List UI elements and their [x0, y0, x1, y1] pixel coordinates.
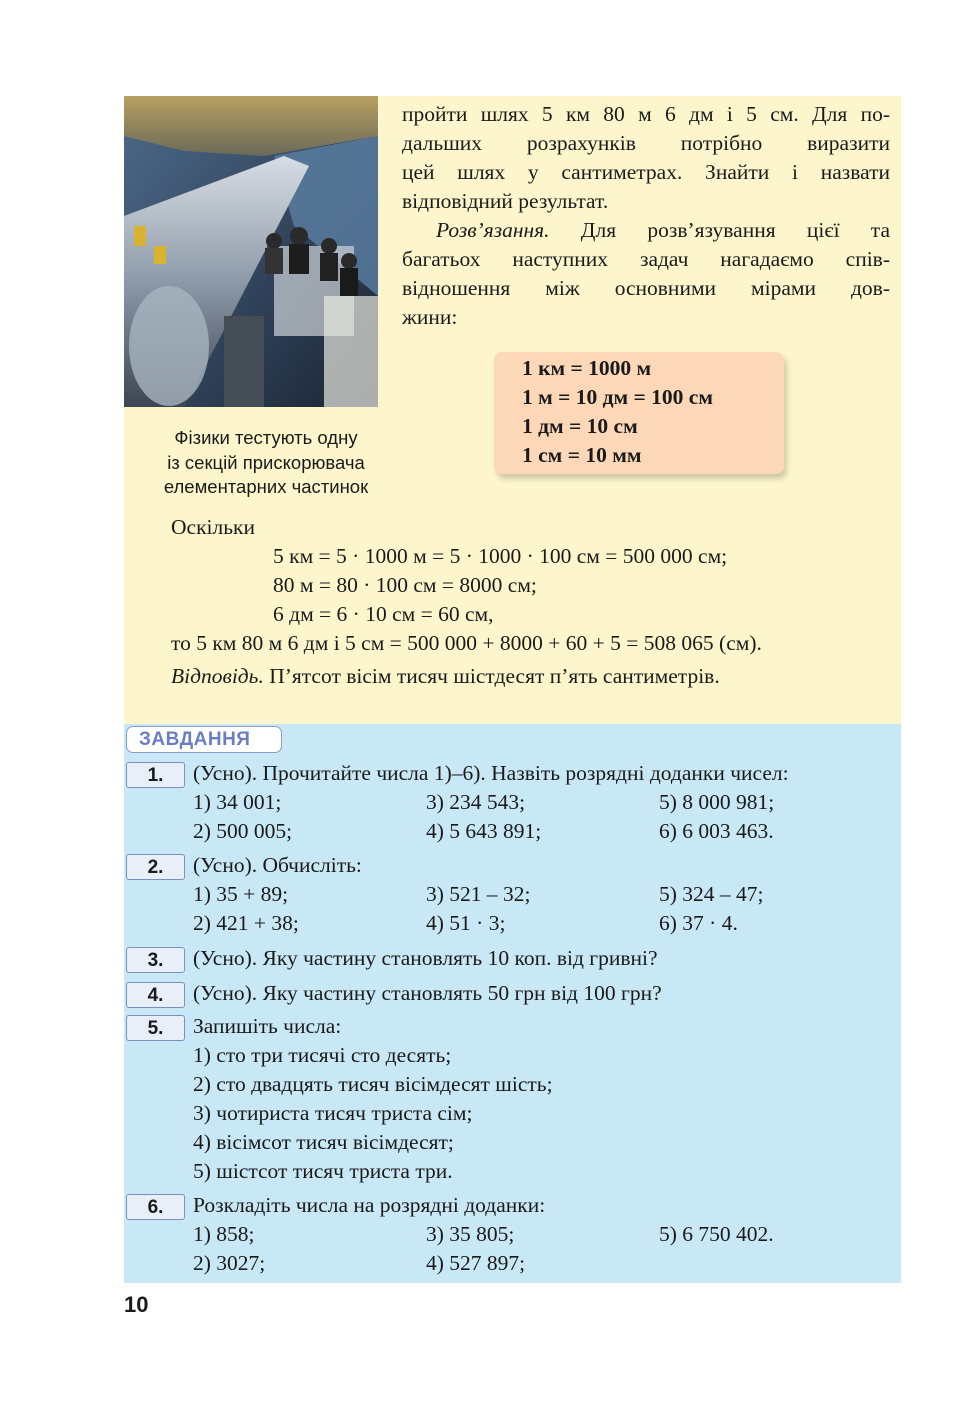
calc-line: 80 м = 80 · 100 см = 8000 см;	[273, 573, 537, 597]
task-item: 1) 858;	[193, 1222, 255, 1246]
calc-line: 6 дм = 6 · 10 см = 60 см,	[273, 602, 494, 626]
intro-paragraph	[402, 100, 890, 332]
text-line: відношення між основними мірами дов-	[402, 276, 890, 300]
caption-line: елементарних частинок	[163, 476, 369, 497]
task-item: 3) 234 543;	[426, 790, 526, 814]
caption-line: Фізики тестують одну	[174, 427, 358, 448]
task-item: 1) 35 + 89;	[193, 882, 289, 906]
unit-relation: 1 дм = 10 см	[522, 414, 638, 438]
task-text: (Усно). Прочитайте числа 1)–6). Назвіть розрядні доданки чисел:	[193, 761, 789, 785]
caption-line: із секцій прискорювача	[167, 451, 365, 473]
units-box	[494, 352, 784, 474]
task-item: 5) шістсот тисяч триста три.	[193, 1159, 453, 1183]
photo-caption	[124, 426, 408, 500]
task-number: 1.	[126, 762, 185, 788]
task-number: 3.	[126, 947, 185, 973]
task-text: Запишіть числа:	[193, 1014, 342, 1038]
unit-relation: 1 м = 10 дм = 100 см	[522, 385, 713, 409]
task-number: 6.	[126, 1194, 185, 1220]
calc-line: 5 км = 5 · 1000 м = 5 · 1000 · 100 см = 500 000 см;	[273, 544, 728, 568]
answer-text: П’ятсот вісім тисяч шістдесят п’ять сантиметрів.	[263, 664, 720, 688]
task-item: 3) 35 805;	[426, 1222, 515, 1246]
text-line: цей шлях у сантиметрах. Знайти і назвати	[402, 160, 890, 184]
task-item: 6) 6 003 463.	[659, 819, 774, 843]
answer-label: Відповідь.	[171, 664, 264, 688]
page-number: 10	[124, 1292, 149, 1317]
calc-since: Оскільки	[171, 515, 255, 539]
task-item: 5) 8 000 981;	[659, 790, 775, 814]
solution-text: Для розв’язування цієї та	[549, 218, 890, 242]
task-item: 2) 500 005;	[193, 819, 293, 843]
task-text: (Усно). Яку частину становлять 50 грн від 100 грн?	[193, 981, 662, 1005]
unit-relation: 1 км = 1000 м	[522, 356, 652, 380]
task-number: 4.	[126, 982, 185, 1008]
calc-result: то 5 км 80 м 6 дм і 5 см = 500 000 + 8000 + 60 + 5 = 508 065 (см).	[171, 631, 762, 655]
task-item: 6) 37 · 4.	[659, 911, 738, 935]
text-line: відповідний результат.	[402, 189, 609, 213]
task-item: 2) 3027;	[193, 1251, 266, 1275]
task-item: 5) 6 750 402.	[659, 1222, 774, 1246]
text-line: пройти шлях 5 км 80 м 6 дм і 5 см. Для по-	[402, 102, 890, 126]
task-item: 4) 51 · 3;	[426, 911, 506, 935]
task-item: 4) 5 643 891;	[426, 819, 542, 843]
task-text: (Усно). Яку частину становлять 10 коп. від гривні?	[193, 946, 658, 970]
task-item: 4) вісімсот тисяч вісімдесят;	[193, 1130, 454, 1154]
text-line: багатьох наступних задач нагадаємо спів-	[402, 247, 890, 271]
solution-first-line	[402, 216, 890, 245]
text-line: дальших розрахунків потрібно виразити	[402, 131, 890, 155]
task-item: 1) сто три тисячі сто десять;	[193, 1043, 452, 1067]
task-item: 3) чотириста тисяч триста сім;	[193, 1101, 473, 1125]
task-item: 1) 34 001;	[193, 790, 282, 814]
tasks-title: ЗАВДАННЯ	[126, 726, 282, 753]
answer-line	[171, 662, 720, 691]
task-number: 2.	[126, 854, 185, 880]
task-text: (Усно). Обчисліть:	[193, 853, 362, 877]
accelerator-photo	[124, 96, 378, 407]
unit-relation: 1 см = 10 мм	[522, 443, 642, 467]
task-item: 2) сто двадцять тисяч вісімдесят шість;	[193, 1072, 553, 1096]
task-item: 2) 421 + 38;	[193, 911, 299, 935]
text-line: жини:	[402, 305, 458, 329]
task-item: 3) 521 – 32;	[426, 882, 531, 906]
task-text: Розкладіть числа на розрядні доданки:	[193, 1193, 546, 1217]
task-number: 5.	[126, 1015, 185, 1041]
solution-label: Розв’язання.	[436, 218, 550, 242]
task-item: 4) 527 897;	[426, 1251, 526, 1275]
task-item: 5) 324 – 47;	[659, 882, 764, 906]
